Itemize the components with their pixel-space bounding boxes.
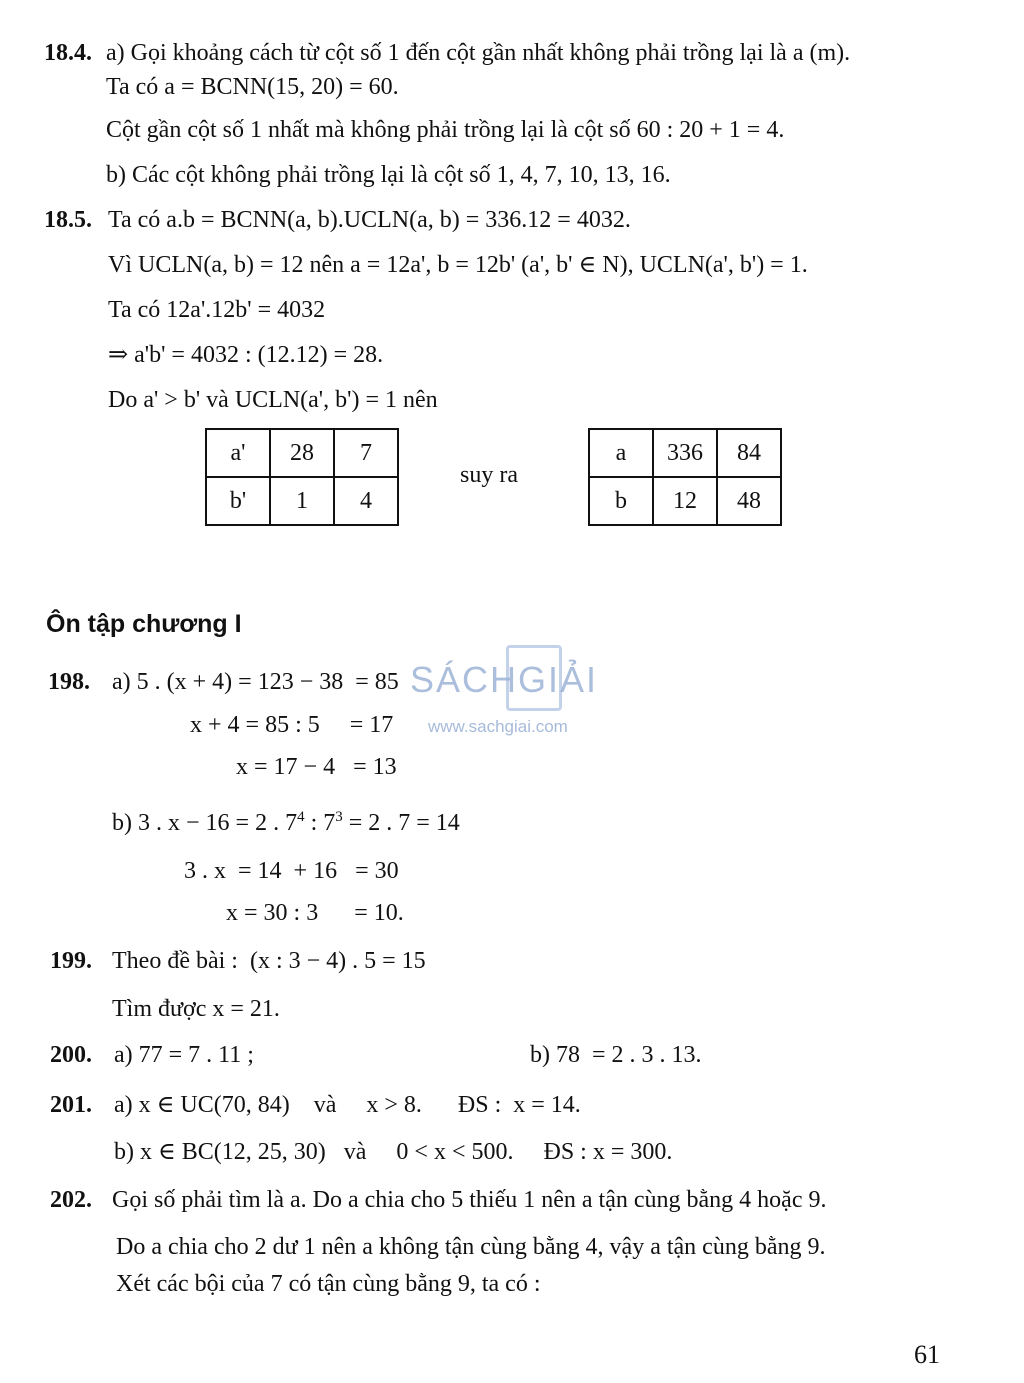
ex198-b1-text: b) 3 . x − 16 = 2 . 7 <box>112 810 298 836</box>
table-cell: 12 <box>653 477 717 525</box>
ex198-b-line2: 3 . x = 14 + 16 = 30 <box>184 858 399 884</box>
ex200-part-a: a) 77 = 7 . 11 ; <box>114 1042 254 1068</box>
exercise-number-198: 198. <box>48 669 90 695</box>
table-cell: b' <box>206 477 270 525</box>
ex185-line1: Ta có a.b = BCNN(a, b).UCLN(a, b) = 336.12 = 4032. <box>108 207 631 233</box>
table-cell: 48 <box>717 477 781 525</box>
exercise-number-202: 202. <box>50 1187 92 1213</box>
ex198-b1-text: = 2 . 7 = 14 <box>342 810 460 836</box>
page-number: 61 <box>914 1340 940 1369</box>
ex184-part-a-line1: a) Gọi khoảng cách từ cột số 1 đến cột gần nhất không phải trồng lại là a (m). <box>106 40 851 66</box>
ex198-b-line3: x = 30 : 3 = 10. <box>226 900 404 926</box>
table-a-b <box>588 428 782 526</box>
exercise-number-201: 201. <box>50 1092 92 1118</box>
ex198-a-line3: x = 17 − 4 = 13 <box>236 754 397 780</box>
ex184-part-a-line2: Ta có a = BCNN(15, 20) = 60. <box>106 74 399 100</box>
table-cell: a' <box>206 429 270 477</box>
table-cell: 336 <box>653 429 717 477</box>
watermark-title: SÁCHGIẢI <box>410 659 599 700</box>
ex198-a-line2: x + 4 = 85 : 5 = 17 <box>190 712 394 738</box>
ex185-line3: Ta có 12a'.12b' = 4032 <box>108 297 326 323</box>
table-cell: 28 <box>270 429 334 477</box>
watermark-box-icon <box>506 645 562 711</box>
ex202-line1: Gọi số phải tìm là a. Do a chia cho 5 thiếu 1 nên a tận cùng bằng 4 hoặc 9. <box>112 1187 827 1213</box>
exercise-number-18-4: 18.4. <box>44 40 92 66</box>
table-row <box>589 429 781 477</box>
table-row <box>589 477 781 525</box>
chapter-review-heading: Ôn tập chương I <box>46 610 242 638</box>
ex198-a-line1: a) 5 . (x + 4) = 123 − 38 = 85 <box>112 669 399 695</box>
exponent: 4 <box>297 809 305 825</box>
ex185-line5: Do a' > b' và UCLN(a', b') = 1 nên <box>108 387 438 413</box>
table-cell: b <box>589 477 653 525</box>
ex199-line2: Tìm được x = 21. <box>112 996 280 1022</box>
ex202-line2: Do a chia cho 2 dư 1 nên a không tận cùng bằng 4, vậy a tận cùng bằng 9. <box>116 1234 826 1260</box>
table-a-prime-b-prime <box>205 428 399 526</box>
suy-ra-label: suy ra <box>460 462 518 488</box>
table-row <box>206 429 398 477</box>
ex199-line1: Theo đề bài : (x : 3 − 4) . 5 = 15 <box>112 948 426 974</box>
ex185-line4: ⇒ a'b' = 4032 : (12.12) = 28. <box>108 342 384 368</box>
table-cell: 1 <box>270 477 334 525</box>
ex185-line2: Vì UCLN(a, b) = 12 nên a = 12a', b = 12b' (a', b' ∈ N), UCLN(a', b') = 1. <box>108 252 808 278</box>
ex201-part-b: b) x ∈ BC(12, 25, 30) và 0 < x < 500. ĐS : x = 300. <box>114 1139 673 1165</box>
ex201-part-a: a) x ∈ UC(70, 84) và x > 8. ĐS : x = 14. <box>114 1092 581 1118</box>
watermark-url: www.sachgiai.com <box>428 717 568 736</box>
ex184-part-a-line3: Cột gần cột số 1 nhất mà không phải trồng lại là cột số 60 : 20 + 1 = 4. <box>106 117 785 143</box>
table-cell: 84 <box>717 429 781 477</box>
ex202-line3: Xét các bội của 7 có tận cùng bằng 9, ta có : <box>116 1271 541 1297</box>
table-cell: a <box>589 429 653 477</box>
exercise-number-200: 200. <box>50 1042 92 1068</box>
table-cell: 7 <box>334 429 398 477</box>
table-cell: 4 <box>334 477 398 525</box>
ex200-part-b: b) 78 = 2 . 3 . 13. <box>530 1042 702 1068</box>
exponent: 3 <box>335 809 343 825</box>
exercise-number-199: 199. <box>50 948 92 974</box>
ex198-b1-text: : 7 <box>304 810 336 836</box>
exercise-number-18-5: 18.5. <box>44 207 92 233</box>
watermark-logo <box>410 645 620 736</box>
table-row <box>206 477 398 525</box>
ex184-part-b: b) Các cột không phải trồng lại là cột số 1, 4, 7, 10, 13, 16. <box>106 162 671 188</box>
ex198-b-line1 <box>112 808 460 838</box>
